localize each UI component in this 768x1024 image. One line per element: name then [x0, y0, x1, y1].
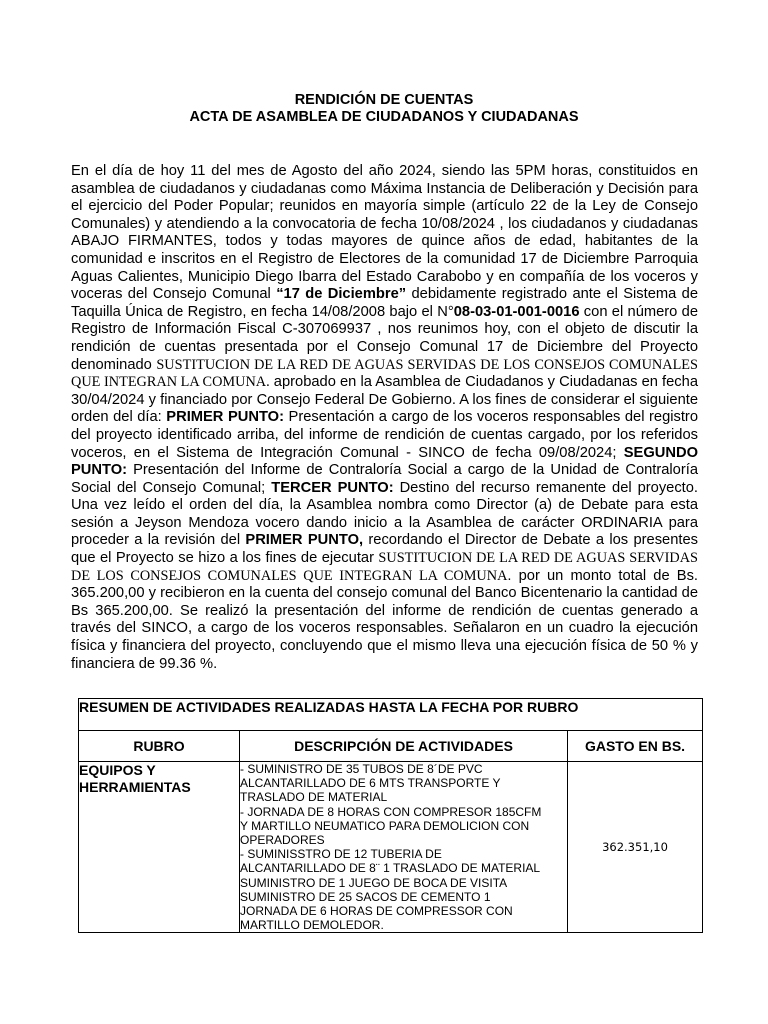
descripcion-cell [240, 762, 568, 933]
desc-line: SUMINISTRO DE 1 JUEGO DE BOCA DE VISITA [240, 875, 508, 890]
segundo-punto-label: SEGUNDO PUNTO: [71, 444, 698, 479]
table-heading: RESUMEN DE ACTIVIDADES REALIZADAS HASTA LA FECHA POR RUBRO [79, 699, 703, 731]
table-header-row [79, 731, 703, 762]
table-heading-row [79, 699, 703, 731]
project-name-2: SUSTITUCION DE LA RED DE AGUAS SERVIDAS DE LOS CONSEJOS COMUNALES QUE INTEGRAN LA COMUNA [71, 550, 699, 584]
desc-line: ALCANTARILLADO DE 8¨ 1 TRASLADO DE MATERIAL [240, 861, 541, 876]
rubro-cell [79, 762, 240, 933]
body-text-9: . por un monto total de Bs. 365.200,00 y recibieron en la cuenta del consejo comunal del Banco Bicentenario la cantidad de Bs 365.200,00. Se realizó la presentación del informe de rendición de cuentas generado a través del SINCO, a cargo de los voceros responsables. Señalaron en un cuadro la ejecución física y financiera del proyecto, concluyendo que el mismo lleva una ejecución física de 50 % y financiera de 99.36 %. [71, 567, 698, 672]
desc-line: JORNADA DE 6 HORAS DE COMPRESSOR CON [240, 904, 513, 919]
body-text-7: Destino del recurso remanente del proyecto. Una vez leído el orden del día, la Asamblea nombra como Director (a) de Debate para esta sesión a Jeyson Mendoza vocero dando inicio a la Asamblea de carácter ORDINARIA para proceder a la revisión del [71, 479, 699, 549]
desc-line: MARTILLO DEMOLEDOR. [240, 918, 384, 933]
document-title [0, 92, 768, 126]
body-text-8: recordando el Director de Debate a los presentes que el Proyecto se hizo a los fines de ejecutar [71, 532, 698, 567]
body-text-4: aprobado en la Asamblea de Ciudadanos y Ciudadanas en fecha 30/04/2024 y financiado por Consejo Federal De Gobierno. A los fines de considerar el siguiente orden del día: [71, 374, 698, 426]
desc-line: - SUMINISTRO DE 35 TUBOS DE 8´DE PVC [240, 762, 483, 776]
body-text-1: En el día de hoy 11 del mes de Agosto del año 2024, siendo las 5PM horas, constituidos en asamblea de ciudadanos y ciudadanas como Máxima Instancia de Deliberación y Decisión para el ejercicio del Poder Popular; reunidos en mayoría simple (artículo 22 de la Ley de Consejo Comunales) y atendiendo a la convocatoria de fecha 10/08/2024 , los ciudadanos y ciudadanas ABAJO FIRMANTES, todos y todas mayores de quince años de edad, habitantes de la comunidad e inscritos en el Registro de Electores de la comunidad 17 de Diciembre Parroquia Aguas Calientes, Municipio Diego Ibarra del Estado Carabobo y en compañía de los voceros y voceras del Consejo Comunal [71, 163, 698, 303]
title-line-1: RENDICIÓN DE CUENTAS [294, 92, 474, 108]
gasto-cell: 362.351,10 [568, 762, 703, 933]
title-line-2: ACTA DE ASAMBLEA DE CIUDADANOS Y CIUDADANAS [189, 109, 579, 125]
primer-punto-label-2: PRIMER PUNTO, [245, 532, 364, 549]
tercer-punto-label: TERCER PUNTO: [271, 479, 394, 496]
body-text-3: con el número de Registro de Información Fiscal C-307069937 , nos reunimos hoy, con el objeto de discutir la rendición de cuentas presentada por el Consejo Comunal 17 de Diciembre del Proyecto denominado [71, 303, 698, 373]
activities-summary-table [78, 698, 703, 933]
desc-line: OPERADORES [240, 833, 325, 848]
project-name-1: SUSTITUCION DE LA RED DE AGUAS SERVIDAS DE LOS CONSEJOS COMUNALES QUE INTEGRAN LA COMUNA. [71, 356, 698, 391]
body-text-5: Presentación a cargo de los voceros responsables del registro del proyecto identificado arriba, del informe de rendición de cuentas cargado, por los referidos voceros, en el Sistema de Integración Comunal - SINCO de fecha 09/08/2024; [71, 409, 698, 461]
acta-body-paragraph [71, 163, 698, 673]
desc-line: TRASLADO DE MATERIAL [240, 790, 388, 805]
table-row [79, 762, 703, 933]
rubro-line-2: HERRAMIENTAS [79, 779, 191, 795]
consejo-name: “17 de Diciembre” [276, 286, 407, 303]
desc-line: - SUMINISSTRO DE 12 TUBERIA DE [240, 847, 442, 862]
registro-number: 08-03-01-001-0016 [453, 303, 580, 320]
column-header-rubro: RUBRO [79, 731, 240, 762]
desc-line: ALCANTARILLADO DE 6 MTS TRANSPORTE Y [240, 776, 501, 791]
desc-line: - JORNADA DE 8 HORAS CON COMPRESOR 185CFM [240, 804, 542, 819]
column-header-gasto: GASTO EN BS. [568, 731, 703, 762]
body-text-2: debidamente registrado ante el Sistema de Taquilla Única de Registro, en fecha 14/08/2008 bajo el N° [71, 286, 698, 320]
column-header-descripcion: DESCRIPCIÓN DE ACTIVIDADES [240, 731, 568, 762]
rubro-line-1: EQUIPOS Y [79, 762, 156, 778]
desc-line: SUMINISTRO DE 25 SACOS DE CEMENTO 1 [240, 889, 491, 904]
body-text-6: Presentación del Informe de Contraloría Social a cargo de la Unidad de Contraloría Social del Consejo Comunal; [71, 462, 698, 496]
primer-punto-label: PRIMER PUNTO: [166, 409, 284, 426]
desc-line: Y MARTILLO NEUMATICO PARA DEMOLICION CON [240, 818, 530, 833]
